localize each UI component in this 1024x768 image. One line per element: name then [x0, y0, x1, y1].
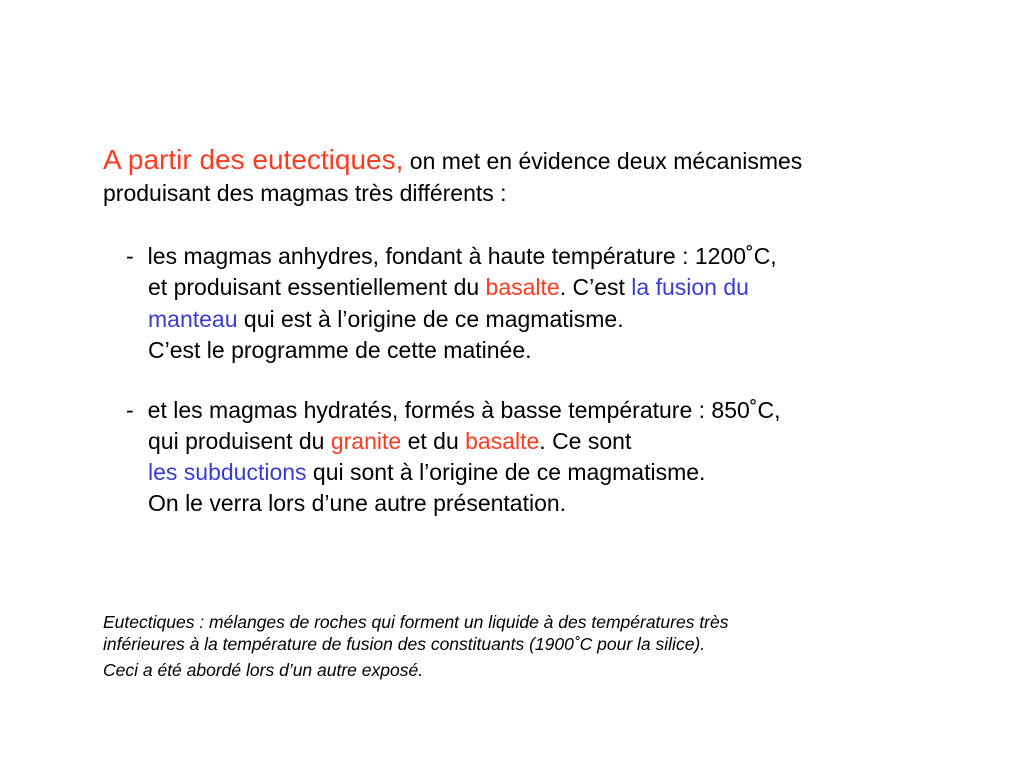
item2-line-3 — [148, 457, 705, 487]
item2-text-3b: qui sont à l’origine de ce magmatisme. — [306, 459, 706, 485]
item1-manteau: manteau — [148, 306, 238, 332]
footnote-line-2: inférieures à la température de fusion des constituants (1900˚C pour la silice). — [103, 634, 706, 654]
item2-text-2e: . Ce sont — [539, 428, 632, 454]
item2-text-2c: et du — [401, 428, 466, 454]
item1-text-3b: qui est à l’origine de ce magmatisme. — [237, 306, 624, 332]
item2-text-2a: qui produisent du — [148, 428, 331, 454]
item1-line-4: C’est le programme de cette matinée. — [148, 337, 532, 363]
footnote-line-1: Eutectiques : mélanges de roches qui forment un liquide à des températures très — [103, 612, 729, 632]
item2-granite: granite — [330, 428, 402, 454]
item1-text-2c: . C’est — [559, 274, 632, 300]
item1-text-1: les magmas anhydres, fondant à haute température : 1200˚C, — [147, 243, 777, 269]
intro-line-1 — [103, 142, 802, 179]
item2-subductions: les subductions — [148, 459, 307, 485]
item1-line-1 — [126, 241, 777, 271]
item2-basalte: basalte — [465, 428, 540, 454]
item1-line-2 — [148, 272, 749, 302]
intro-line-2: produisant des magmas très différents : — [103, 180, 507, 206]
intro-lead: A partir des eutectiques, — [103, 144, 404, 175]
item2-line-4: On le verra lors d’une autre présentation. — [148, 490, 567, 516]
item2-line-2 — [148, 426, 631, 456]
footnote-line-3: Ceci a été abordé lors d’un autre exposé. — [103, 660, 424, 680]
intro-rest: on met en évidence deux mécanismes — [403, 148, 803, 174]
item2-bullet: - — [126, 397, 134, 423]
item1-fusion: la fusion du — [631, 274, 749, 300]
item1-basalte: basalte — [485, 274, 560, 300]
item1-bullet: - — [126, 243, 134, 269]
item2-line-1 — [126, 395, 780, 425]
item1-line-3 — [148, 304, 624, 334]
item2-text-1: et les magmas hydratés, formés à basse température : 850˚C, — [147, 397, 781, 423]
item1-text-2a: et produisant essentiellement du — [148, 274, 486, 300]
